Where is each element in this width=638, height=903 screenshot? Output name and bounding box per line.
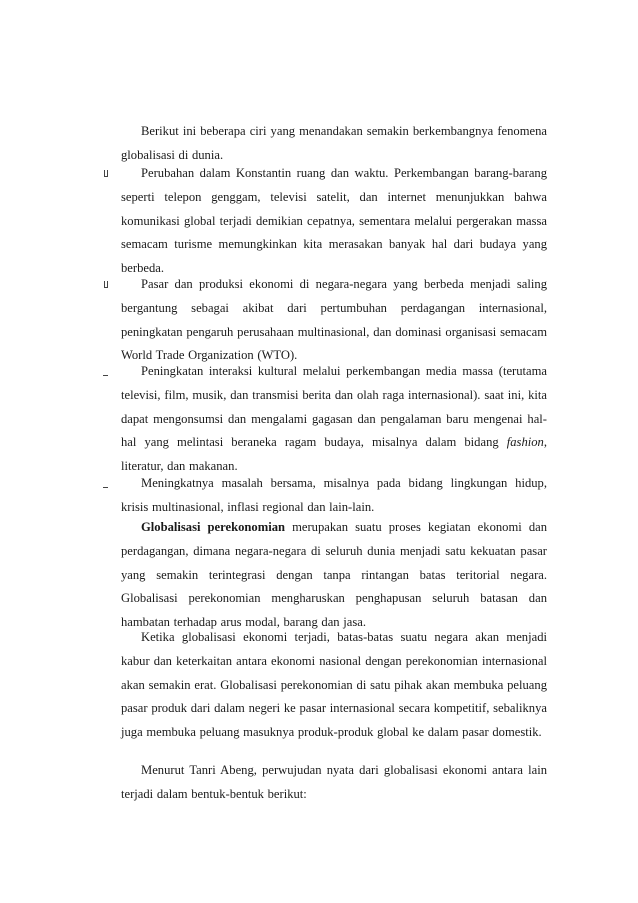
intro-paragraph: Berikut ini beberapa ciri yang menandakan semakin berkembangnya fenomena globalisasi di dunia. [121,124,547,162]
bullet-paragraph-space-time: Perubahan dalam Konstantin ruang dan waktu. Perkembangan barang-barang seperti telepon genggam, televisi satelit, dan internet menunjukkan bahwa komunikasi global terjadi demikian cepatnya, sementara melalui pergerakan massa semacam turisme memungkinkan kita merasakan banyak hal dari budaya yang berbeda. [121,166,547,276]
bullet-paragraph-problems: Meningkatnya masalah bersama, misalnya pada bidang lingkungan hidup, krisis multinasional, inflasi regional dan lain-lain. [121,476,547,514]
bullet-marker-icon [104,170,108,177]
fashion-italic: fashion [506,435,544,450]
tanri-abeng-paragraph: Menurut Tanri Abeng, perwujudan nyata dari globalisasi ekonomi antara lain terjadi dalam bentuk-bentuk berikut: [121,763,547,801]
culture-text-start: Peningkatan interaksi kultural melalui perkembangan media massa (terutama televisi, film, musik, dan transmisi berita dan olah raga internasional). saat ini, kita dapat mengonsumsi dan mengalami gagasan dan pengalaman baru mengenai hal-hal yang melintasi beraneka ragam budaya, misalnya dalam bidang [121,364,547,450]
economic-globalization-paragraph [121,516,547,635]
term-bold: Globalisasi perekonomian [141,520,285,534]
bullet-marker-icon [103,487,108,488]
definition-text: merupakan suatu proses kegiatan ekonomi dan perdagangan, dimana negara-negara di seluruh dunia menjadi satu kekuatan pasar yang semakin terintegrasi dengan tanpa rintangan batas teritorial negara. Globalisasi perekonomian mengharuskan penghapusan seluruh batasan dan hambatan terhadap arus modal, barang dan jasa. [121,520,548,630]
bullet-paragraph-economy: Pasar dan produksi ekonomi di negara-negara yang berbeda menjadi saling bergantung sebagai akibat dari pertumbuhan perdagangan internasional, peningkatan pengaruh perusahaan multinasional, dan dominasi organisasi semacam World Trade Organization (WTO). [121,277,547,363]
bullet-marker-icon [103,375,108,376]
culture-text-end: , literatur, dan makanan. [121,435,547,474]
borders-paragraph: Ketika globalisasi ekonomi terjadi, batas-batas suatu negara akan menjadi kabur dan keterkaitan antara ekonomi nasional dengan perekonomian internasional akan semakin erat. Globalisasi perekonomian di satu pihak akan membuka peluang pasar produk dari dalam negeri ke pasar internasional secara kompetitif, sebaliknya juga membuka peluang masuknya produk-produk global ke dalam pasar domestik. [121,630,547,740]
bullet-marker-icon [104,281,108,288]
bullet-paragraph-culture [121,360,547,479]
